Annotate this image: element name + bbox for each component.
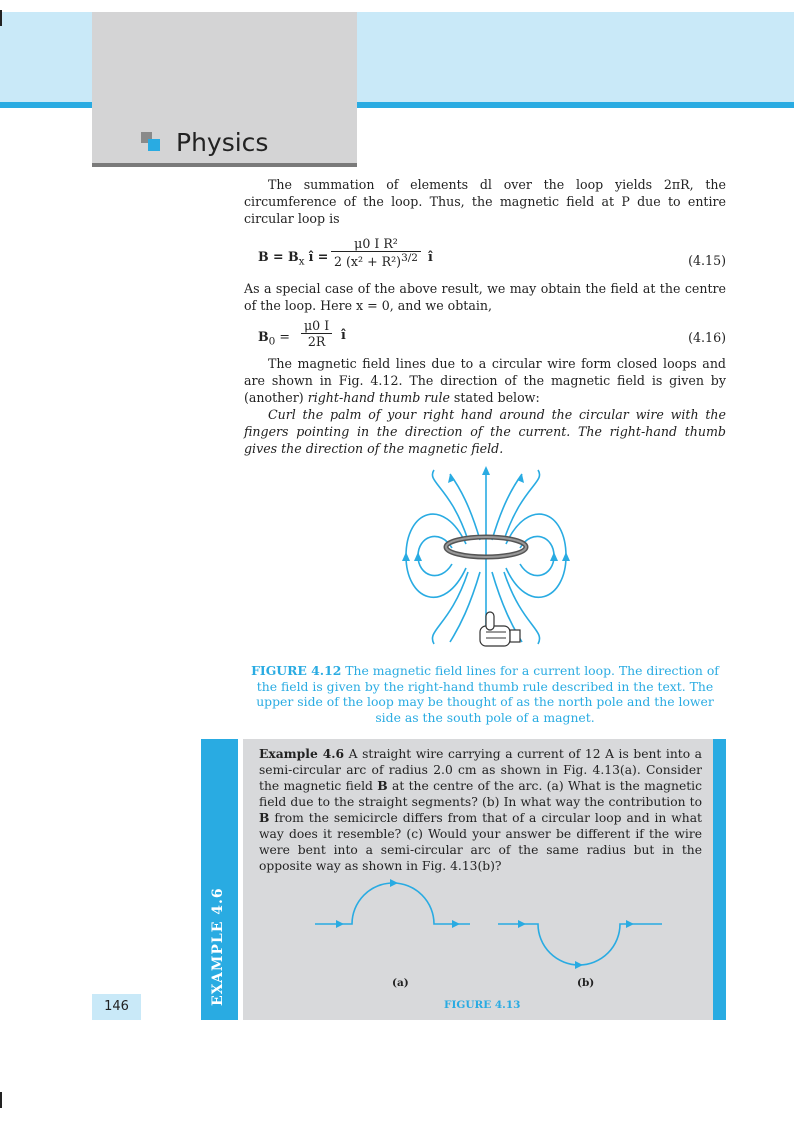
eq415-tail: î: [428, 249, 433, 264]
eq415-sub: x: [298, 255, 305, 268]
para3-emphasis: right-hand thumb rule: [307, 390, 450, 405]
subject-title: Physics: [176, 128, 269, 157]
example-title: Example 4.6: [259, 746, 345, 761]
eq416-lhs: B: [258, 329, 269, 344]
figure-4-13-caption: FIGURE 4.13: [444, 999, 521, 1011]
example-bold-b1: B: [377, 778, 388, 793]
figure-4-12-caption: [246, 663, 724, 725]
eq416-number: (4.16): [688, 330, 726, 345]
figure-label-a: (a): [392, 977, 409, 989]
equation-4-16: [244, 318, 726, 354]
paragraph-summation: The summation of elements dl over the loop yields 2πR, the circumference of the loop. Thus, the magnetic field at P due to entire circular loop is: [244, 177, 726, 226]
crop-mark-top: [0, 10, 2, 26]
para3-text-a: The magnetic field lines due to a circular wire form closed loops and are shown in Fig. 4.12. The direction of the magnetic field is given by (another): [244, 356, 726, 405]
example-stripe-label: EXAMPLE 4.6: [210, 887, 226, 1006]
paragraph-thumb-rule: Curl the palm of your right hand around the circular wire with the fingers pointing in the direction of the current. The right-hand thumb gives the direction of the magnetic field.: [244, 407, 726, 456]
subject-squares-icon-blue: [148, 139, 160, 151]
paragraph-special-case: As a special case of the above result, we may obtain the field at the centre of the loop. Here x = 0, and we obtain,: [244, 281, 726, 313]
example-text-a: A straight wire carrying a current of 12 A is bent into a semi-circular arc of radius 2.0 cm as shown in Fig. 4.13(a). Consider the magnetic field: [259, 747, 702, 793]
crop-mark-bottom: [0, 1092, 2, 1108]
eq416-denominator: 2R: [307, 334, 326, 349]
current-loop-field-figure: [400, 466, 572, 656]
example-4-6-text: [259, 746, 702, 874]
eq415-exponent: 3/2: [401, 252, 418, 264]
equation-4-15: [244, 236, 726, 278]
eq416-eq: =: [279, 329, 290, 344]
eq415-unit: î =: [308, 249, 329, 264]
page-number: 146: [92, 994, 141, 1020]
bent-wire-figure: [300, 874, 670, 974]
eq415-lhs: B = B: [258, 249, 299, 264]
paragraph-field-lines: [244, 355, 726, 406]
eq416-numerator: μ0 I: [301, 318, 332, 334]
example-bold-b2: B: [259, 810, 270, 825]
eq416-tail: î: [341, 327, 346, 342]
eq415-number: (4.15): [688, 253, 726, 268]
eq416-sub: 0: [268, 335, 276, 348]
eq415-denominator: 2 (x² + R²): [334, 254, 402, 270]
eq415-numerator: μ0 I R²: [331, 236, 421, 252]
figure-4-12-text: The magnetic field lines for a current loop. The direction of the field is given by the right-hand thumb rule described in the text. The upper side of the loop may be thought of as the north pole and the lower side as the south pole of a magnet.: [256, 663, 719, 725]
figure-label-b: (b): [577, 977, 595, 989]
example-right-bar: [713, 739, 726, 1020]
header-title-underline: [92, 163, 357, 167]
example-text-c: from the semicircle differs from that of a circular loop and in what way does it resemble? (c) Would your answer be different if the wire were bent into a semi-circular arc of the same radius but in the opposite way as shown in Fig. 4.13(b)?: [259, 811, 702, 873]
example-text-b: at the centre of the arc. (a) What is the magnetic field due to the straight segments? (b) In what way the contribution to: [259, 779, 702, 809]
figure-4-12-label: FIGURE 4.12: [251, 663, 342, 678]
para3-text-b: stated below:: [449, 390, 540, 405]
